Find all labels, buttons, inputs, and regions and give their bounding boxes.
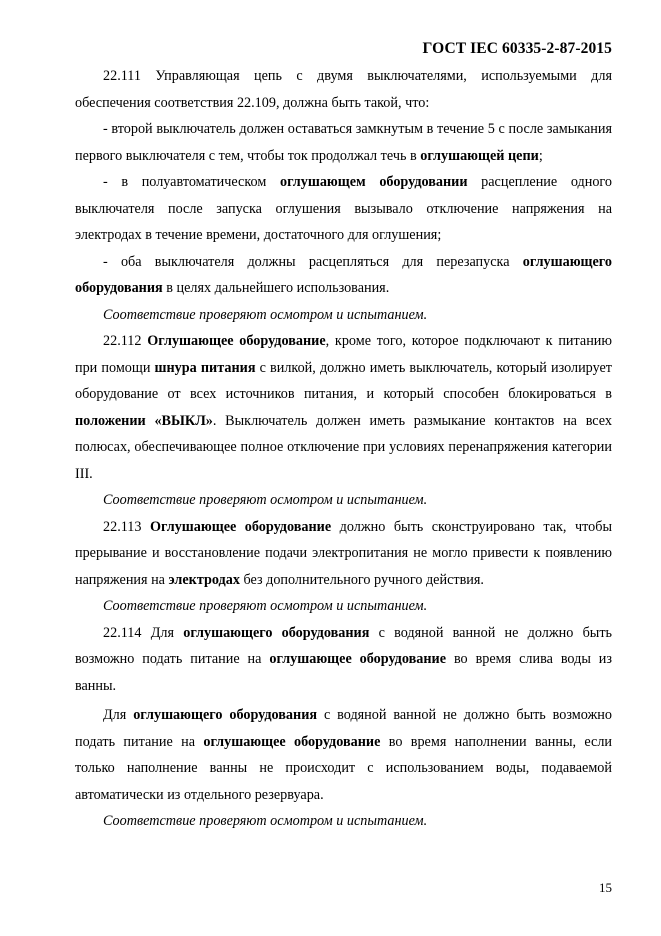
text-run: - оба выключателя должны расцепляться для перезапуска [103,253,523,270]
clause-paragraph [75,63,612,116]
defined-term: оглушающего оборудования [183,624,370,641]
text-run: 22.112 [103,333,148,349]
clause-paragraph [75,328,612,487]
defined-term: оглушающей цепи [420,147,539,164]
text-run: во время слива воды из ванны. [75,651,612,694]
defined-term: Оглушающее оборудование [147,333,326,349]
compliance-check-paragraph [75,593,612,620]
defined-term: Оглушающее оборудование [150,518,332,535]
text-run: с водяной ванной не должно быть возможно подать питание на [75,624,612,667]
text-run: в целях дальнейшего использования. [162,280,390,296]
compliance-check-paragraph [75,487,612,514]
defined-term: оглушающее оборудование [203,733,381,750]
text-run: без дополнительного ручного действия. [239,571,484,588]
text-run: Для [103,707,134,723]
compliance-check-paragraph [75,808,612,835]
text-run: Соответствие проверяют осмотром и испытанием. [103,306,428,323]
text-run: , кроме того, которое подключают к питанию при помощи [75,333,612,376]
clause-paragraph [75,116,612,169]
defined-term: оглушающем оборудовании [279,174,468,190]
document-body [75,63,612,835]
clause-paragraph [75,169,612,249]
text-run: расцепление одного выключателя после запуска оглушения вызывало отключение напряжения на электродах в течение времени, достаточного для оглушения; [75,174,612,243]
text-run: - второй выключатель должен оставаться замкнутым в течение 5 с после замыкания первого выключателя с тем, чтобы ток продолжал течь в [75,121,612,164]
text-run: Соответствие проверяют осмотром и испытанием. [103,813,428,829]
text-run: должно быть сконструировано так, чтобы прерывание и восстановление подачи электропитания не могло привести к появлению напряжения на [75,518,612,588]
defined-term: электродах [168,571,240,588]
text-run: 22.113 [103,518,150,535]
defined-term: шнура питания [154,359,256,376]
text-run: с вилкой, должно иметь выключатель, который изолирует оборудование от всех источников питания, и который способен блокироваться в [75,359,612,402]
clause-paragraph [75,702,612,808]
defined-term: оглушающего оборудования [133,707,318,723]
page-number: 15 [599,880,612,895]
defined-term: оглушающего оборудования [75,253,612,296]
clause-paragraph [75,620,612,700]
text-run: 22.111 Управляющая цепь с двумя выключателями, используемыми для обеспечения соответствия 22.109, должна быть такой, что: [75,68,612,111]
defined-term: положении «ВЫКЛ» [75,412,213,429]
text-run: Соответствие проверяют осмотром и испытанием. [103,598,428,614]
compliance-check-paragraph [75,302,612,329]
text-run: Соответствие проверяют осмотром и испытанием. [103,492,428,508]
text-run: с водяной ванной не должно быть возможно подать питание на [75,707,612,750]
text-run: во время наполнении ванны, если только наполнение ванны не происходит с использованием воды, подаваемой автоматически из отдельного резервуара. [75,733,613,803]
text-run: 22.114 Для [103,624,184,641]
clause-paragraph [75,249,612,302]
document-code-header: ГОСТ IEC 60335-2-87-2015 [422,40,612,57]
text-run: - в полуавтоматическом [103,174,280,190]
clause-paragraph [75,514,612,594]
text-run: ; [538,147,543,164]
text-run: . Выключатель должен иметь размыкание контактов на всех полюсах, обеспечивающее полное отключение при условиях перенапряжения категории III. [75,412,612,482]
defined-term: оглушающее оборудование [269,651,446,667]
